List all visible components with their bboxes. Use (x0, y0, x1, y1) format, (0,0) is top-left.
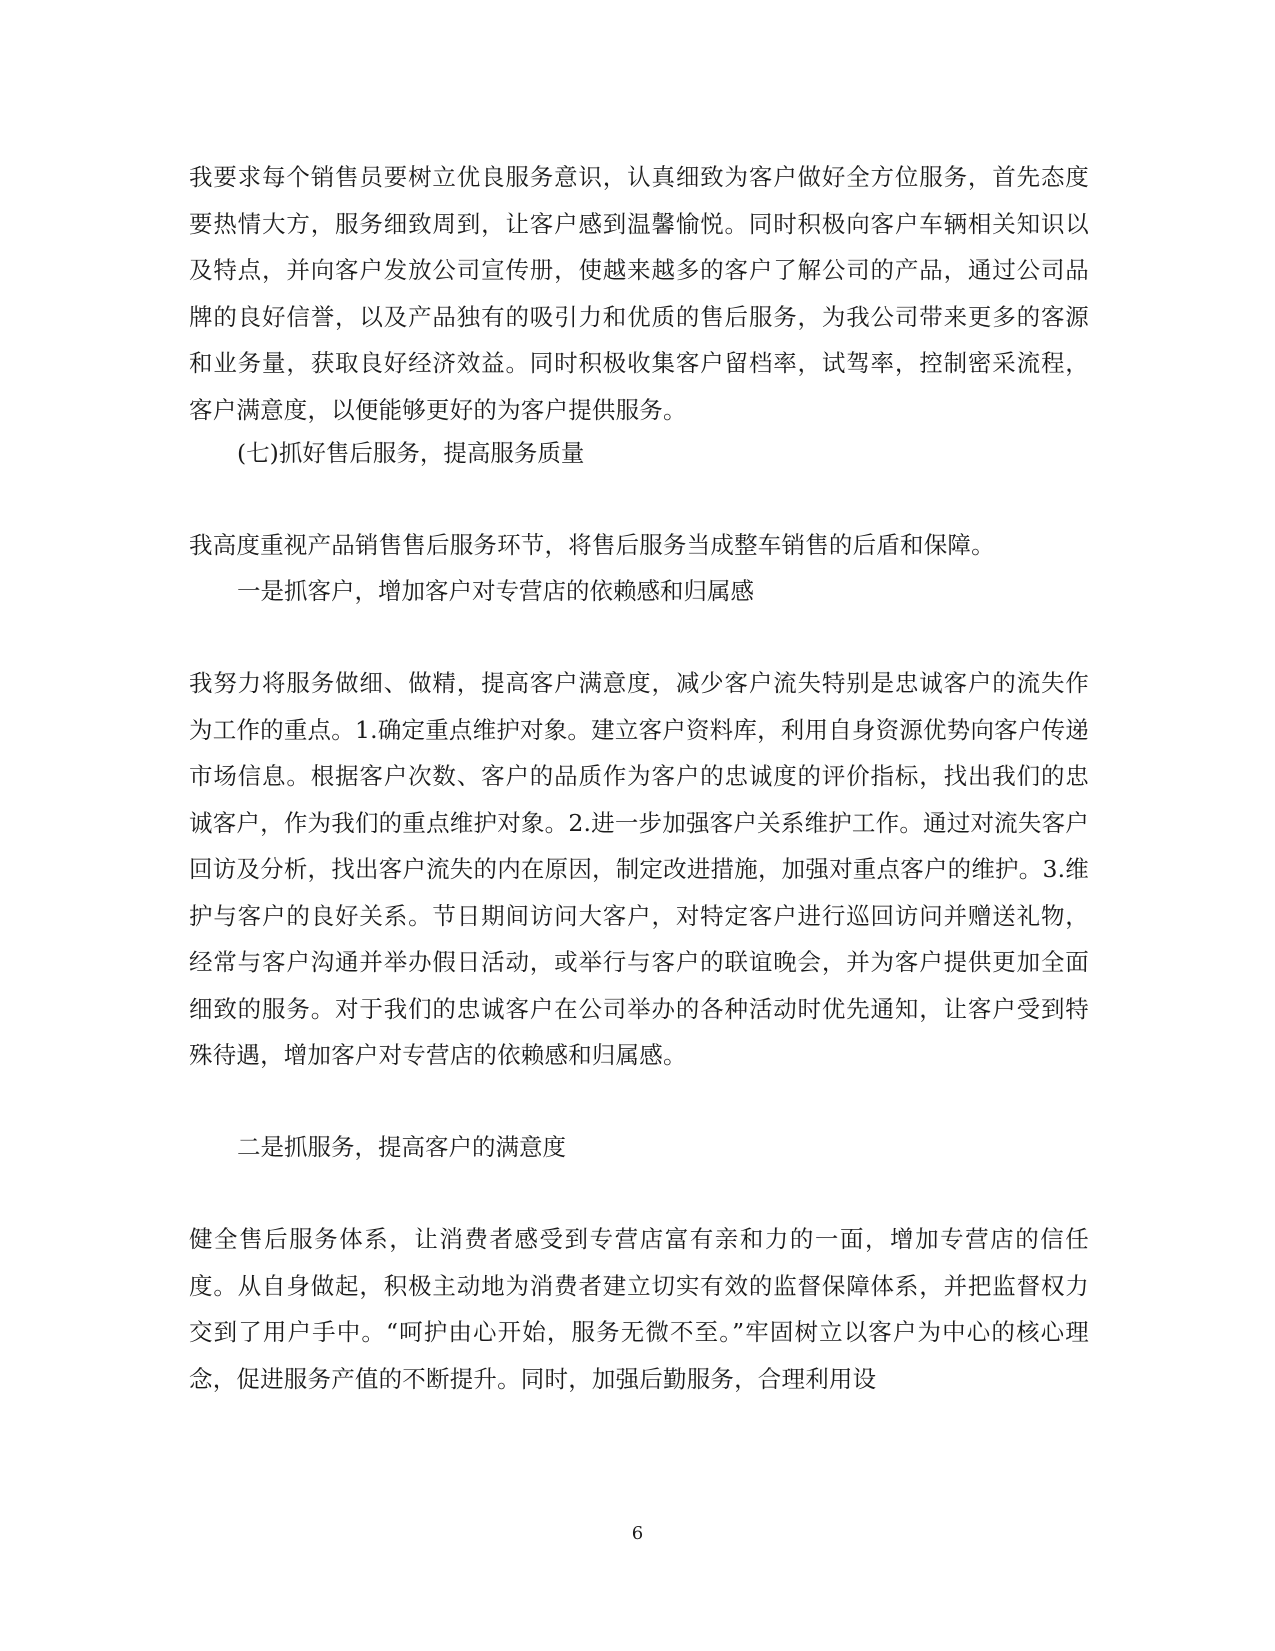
section-heading-after-sales: (七)抓好售后服务，提高服务质量 (237, 439, 585, 467)
paragraph-after-sales-importance: 我高度重视产品销售售后服务环节，将售后服务当成整车销售的后盾和保障。 (189, 531, 995, 559)
paragraph-service-awareness: 我要求每个销售员要树立优良服务意识，认真细致为客户做好全方位服务，首先态度要热情大方，服务细致周到，让客户感到温馨愉悦。同时积极向客户车辆相关知识以及特点，并向客户发放公司宣传册，使越来越多的客户了解公司的产品，通过公司品牌的良好信誉，以及产品独有的吸引力和优质的售后服务，为我公司带来更多的客源和业务量，获取良好经济效益。同时积极收集客户留档率，试驾率，控制密采流程，客户满意度，以便能够更好的为客户提供服务。 (189, 163, 1089, 424)
paragraph-customer-retention: 我努力将服务做细、做精，提高客户满意度，减少客户流失特别是忠诚客户的流失作为工作的重点。1.确定重点维护对象。建立客户资料库，利用自身资源优势向客户传递市场信息。根据客户次数、客户的品质作为客户的忠诚度的评价指标，找出我们的忠诚客户，作为我们的重点维护对象。2.进一步加强客户关系维护工作。通过对流失客户回访及分析，找出客户流失的内在原因，制定改进措施，加强对重点客户的维护。3.维护与客户的良好关系。节日期间访问大客户，对特定客户进行巡回访问并赠送礼物，经常与客户沟通并举办假日活动，或举行与客户的联谊晚会，并为客户提供更加全面细致的服务。对于我们的忠诚客户在公司举办的各种活动时优先通知，让客户受到特殊待遇，增加客户对专营店的依赖感和归属感。 (189, 669, 1089, 1069)
subheading-customer-loyalty: 一是抓客户，增加客户对专营店的依赖感和归属感 (237, 577, 754, 605)
paragraph-service-system: 健全售后服务体系，让消费者感受到专营店富有亲和力的一面，增加专营店的信任度。从自身做起，积极主动地为消费者建立切实有效的监督保障体系，并把监督权力交到了用户手中。“呵护由心开始，服务无微不至。”牢固树立以客户为中心的核心理念，促进服务产值的不断提升。同时，加强后勤服务，合理利用设 (189, 1225, 1089, 1393)
subheading-customer-satisfaction: 二是抓服务，提高客户的满意度 (237, 1133, 566, 1161)
page-number: 6 (631, 1523, 644, 1544)
